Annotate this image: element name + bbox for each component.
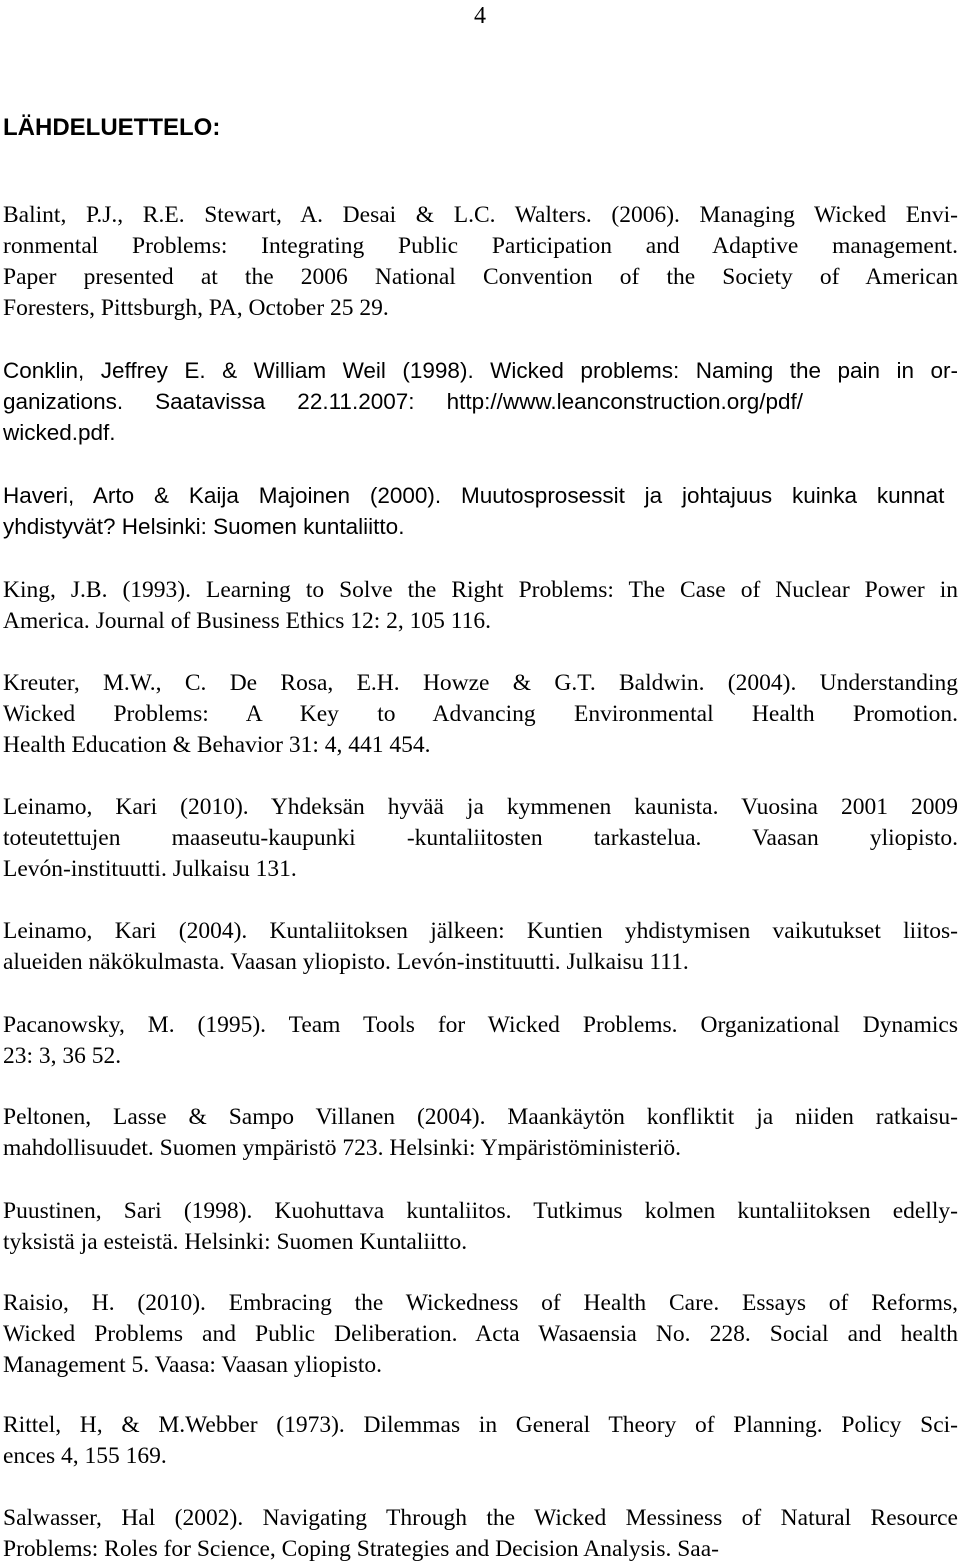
- reference-line: yhdistyvät? Helsinki: Suomen kuntaliitto.: [3, 514, 405, 539]
- reference-line: Levón-instituutti. Julkaisu 131.: [3, 856, 297, 882]
- reference-line: Foresters, Pittsburgh, PA, October 25 29.: [3, 295, 389, 321]
- reference-line: Leinamo, Kari (2010). Yhdeksän hyvää ja kymmenen kaunista. Vuosina 2001 2009: [3, 794, 958, 820]
- reference-line: mahdollisuudet. Suomen ympäristö 723. Helsinki: Ympäristöministeriö.: [3, 1135, 681, 1161]
- reference-entry: [3, 355, 958, 448]
- reference-line: Paper presented at the 2006 National Convention of the Society of American: [3, 264, 958, 290]
- reference-line: Management 5. Vaasa: Vaasan yliopisto.: [3, 1352, 382, 1378]
- reference-entry: [3, 1410, 958, 1472]
- reference-line: tyksistä ja esteistä. Helsinki: Suomen Kuntaliitto.: [3, 1229, 468, 1255]
- reference-line: ganizations. Saatavissa 22.11.2007: http://www.leanconstruction.org/pdf/: [3, 389, 804, 414]
- reference-entry: [3, 480, 958, 542]
- reference-line: Leinamo, Kari (2004). Kuntaliitoksen jälkeen: Kuntien yhdistymisen vaikutukset liitos-: [3, 918, 958, 944]
- reference-line: Pacanowsky, M. (1995). Team Tools for Wicked Problems. Organizational Dynamics: [3, 1012, 958, 1038]
- reference-line: Haveri, Arto & Kaija Majoinen (2000). Muutosprosessit ja johtajuus kuinka kunnat: [3, 483, 945, 508]
- reference-line: Balint, P.J., R.E. Stewart, A. Desai & L.C. Walters. (2006). Managing Wicked Envi-: [3, 202, 958, 228]
- reference-line: Raisio, H. (2010). Embracing the Wickedness of Health Care. Essays of Reforms,: [3, 1290, 958, 1316]
- reference-line: Wicked Problems and Public Deliberation. Acta Wasaensia No. 228. Social and health: [3, 1321, 958, 1347]
- reference-entry: [3, 916, 958, 978]
- reference-entry: [3, 668, 958, 761]
- reference-line: wicked.pdf.: [3, 420, 116, 445]
- reference-line: toteutettujen maaseutu-kaupunki -kuntaliitosten tarkastelua. Vaasan yliopisto.: [3, 825, 958, 851]
- reference-line: ences 4, 155 169.: [3, 1443, 167, 1469]
- reference-line: Health Education & Behavior 31: 4, 441 454.: [3, 732, 431, 758]
- reference-line: America. Journal of Business Ethics 12: 2, 105 116.: [3, 608, 491, 634]
- reference-line: Kreuter, M.W., C. De Rosa, E.H. Howze & G.T. Baldwin. (2004). Understanding: [3, 670, 958, 696]
- reference-line: Wicked Problems: A Key to Advancing Environmental Health Promotion.: [3, 701, 958, 727]
- reference-line: alueiden näkökulmasta. Vaasan yliopisto. Levón-instituutti. Julkaisu 111.: [3, 949, 689, 975]
- reference-entry: [3, 792, 958, 885]
- reference-entry: [3, 1102, 958, 1164]
- reference-line: Peltonen, Lasse & Sampo Villanen (2004). Maankäytön konfliktit ja niiden ratkaisu-: [3, 1104, 958, 1130]
- reference-entry: [3, 1010, 958, 1072]
- reference-entry: [3, 1503, 958, 1565]
- reference-entry: [3, 1196, 958, 1258]
- reference-line: Rittel, H, & M.Webber (1973). Dilemmas in General Theory of Planning. Policy Sci-: [3, 1412, 958, 1438]
- reference-line: Conklin, Jeffrey E. & William Weil (1998). Wicked problems: Naming the pain in or-: [3, 358, 958, 383]
- reference-line: Problems: Roles for Science, Coping Strategies and Decision Analysis. Saa-: [3, 1536, 719, 1562]
- reference-line: Salwasser, Hal (2002). Navigating Through the Wicked Messiness of Natural Resource: [3, 1505, 958, 1531]
- reference-line: 23: 3, 36 52.: [3, 1043, 122, 1069]
- page-number: 4: [474, 3, 486, 29]
- reference-entry: [3, 200, 958, 324]
- reference-entry: [3, 1288, 958, 1381]
- reference-line: ronmental Problems: Integrating Public Participation and Adaptive management.: [3, 233, 958, 259]
- reference-entry: [3, 575, 958, 637]
- page-title: LÄHDELUETTELO:: [3, 114, 221, 141]
- reference-line: Puustinen, Sari (1998). Kuohuttava kuntaliitos. Tutkimus kolmen kuntaliitoksen edelly-: [3, 1198, 958, 1224]
- reference-line: King, J.B. (1993). Learning to Solve the Right Problems: The Case of Nuclear Power in: [3, 577, 958, 603]
